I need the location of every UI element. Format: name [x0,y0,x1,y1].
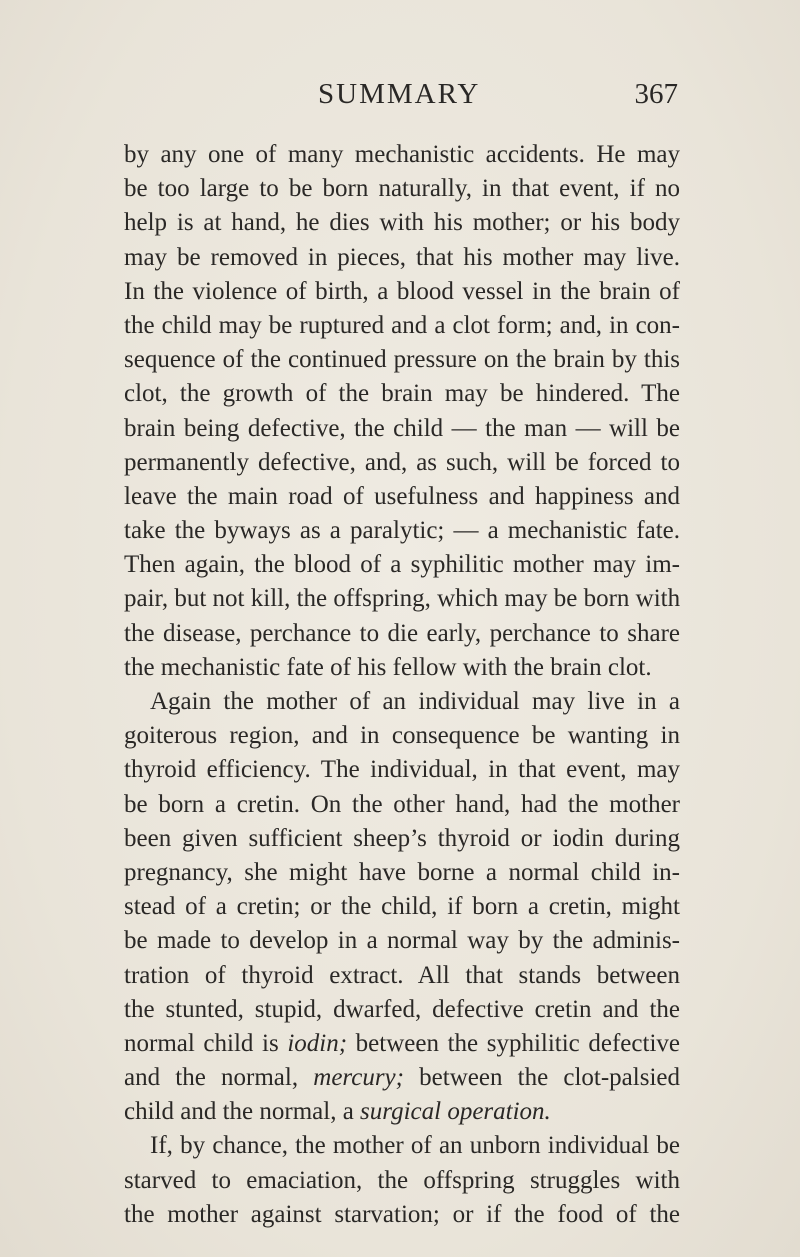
page-number: 367 [634,78,678,110]
text-line: the stunted, stupid, dwarfed, defective cretin and the [124,995,680,1023]
text-line: may be removed in pieces, that his mother may live. [124,243,680,271]
text-run: between the syphilitic defective [347,1029,680,1057]
text-line: been given sufficient sheep’s thyroid or iodin during [124,824,680,852]
text-line: In the violence of birth, a blood vessel in the brain of [124,277,680,305]
text-line: starved to emaciation, the offspring struggles with [124,1166,680,1194]
text-line [124,1061,680,1095]
text-line: the mother against starvation; or if the food of the [124,1200,680,1228]
text-line: take the byways as a paralytic; — a mechanistic fate. [124,517,680,545]
text-line: be born a cretin. On the other hand, had the mother [124,790,680,818]
text-run: normal child is [124,1029,288,1057]
text-run: between the clot-palsied [403,1064,680,1092]
text-line: leave the main road of usefulness and happiness and [124,482,680,510]
text-line: clot, the growth of the brain may be hindered. The [124,380,680,408]
text-line: thyroid efficiency. The individual, in that event, may [124,756,680,784]
page-header [124,74,678,114]
text-line: be made to develop in a normal way by the adminis- [124,927,680,955]
paragraph-start-line: If, by chance, the mother of an unborn individual be [150,1132,680,1160]
text-run: and the normal, [124,1064,314,1092]
text-line: stead of a cretin; or the child, if born a cretin, might [124,893,680,921]
italic-text: mercury; [313,1064,404,1092]
text-line: pregnancy, she might have borne a normal child in- [124,858,680,886]
text-line: the child may be ruptured and a clot form; and, in con- [124,311,680,339]
text-line: help is at hand, he dies with his mother; or his body [124,209,680,237]
body-text [124,138,680,1232]
text-line: tration of thyroid extract. All that stands between [124,961,680,989]
text-line: goiterous region, and in consequence be wanting in [124,722,680,750]
text-run: child and the normal, a [124,1098,361,1126]
paragraph-start-line: Again the mother of an individual may live in a [150,688,680,715]
italic-text: iodin; [287,1029,348,1057]
text-line: the mechanistic fate of his fellow with the brain clot. [124,653,652,681]
text-line [124,1095,680,1129]
text-line: the disease, perchance to die early, perchance to share [124,619,680,647]
text-line: by any one of many mechanistic accidents. He may [124,141,680,168]
italic-text: surgical operation. [360,1098,551,1126]
text-line: pair, but not kill, the offspring, which may be born with [124,585,681,613]
text-line: brain being defective, the child — the man — will be [124,414,680,442]
text-line [124,1027,680,1061]
text-line: Then again, the blood of a syphilitic mother may im- [124,551,680,579]
text-line: be too large to be born naturally, in that event, if no [124,175,680,203]
running-title: SUMMARY [318,78,481,110]
text-line: permanently defective, and, as such, will be forced to [124,448,680,476]
text-line: sequence of the continued pressure on the brain by this [124,346,680,374]
